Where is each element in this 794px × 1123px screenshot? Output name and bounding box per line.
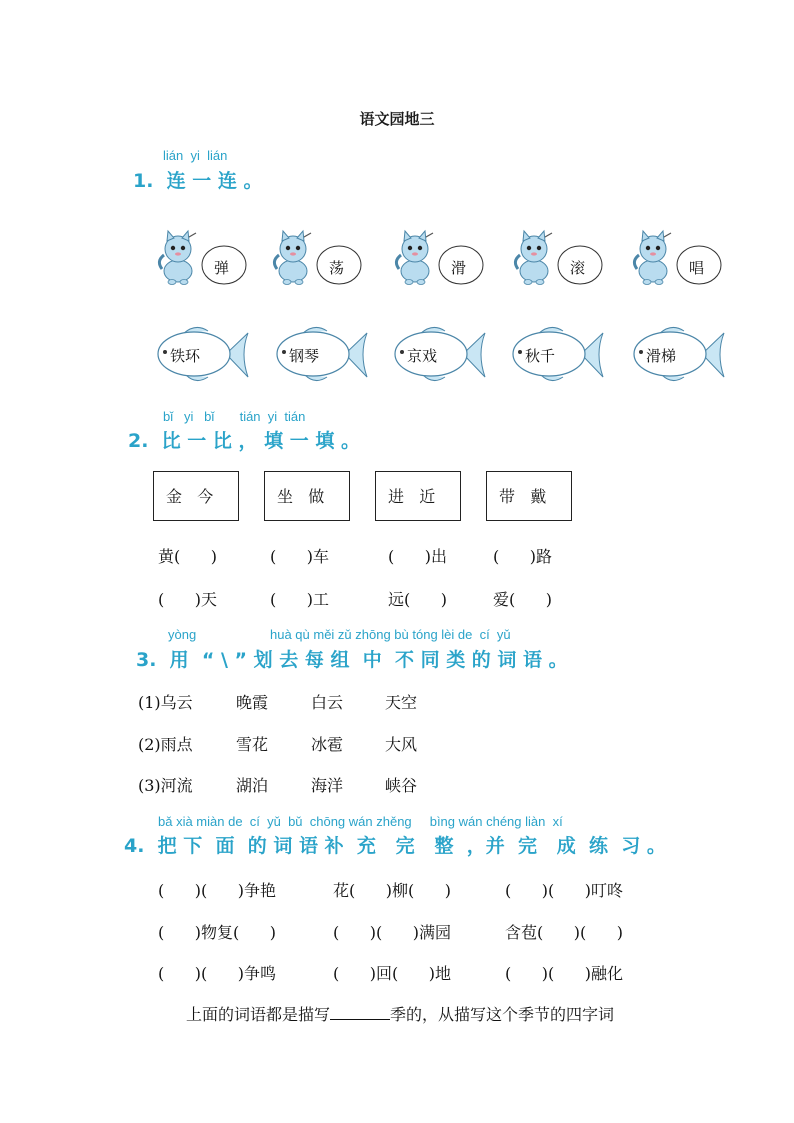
- q4-blank[interactable]: 花( )柳( ): [333, 881, 452, 900]
- q2-blank-1[interactable]: 黄( ): [158, 547, 218, 566]
- cat-icon: [393, 225, 485, 287]
- fish-card-1[interactable]: [156, 323, 252, 385]
- q4-blank[interactable]: ( )( )争鸣: [158, 964, 277, 983]
- sentence-part-a: 上面的词语都是描写: [186, 1005, 331, 1024]
- q3-item[interactable]: (1)乌云: [138, 693, 193, 712]
- cat-icon: [156, 225, 248, 287]
- q2-blank-6[interactable]: ( )工: [270, 590, 330, 609]
- q3-item[interactable]: 峡谷: [385, 776, 418, 795]
- q3-heading: 3. 用 “ \ ” 划 去 每 组 中 不 同 类 的 词 语 。: [136, 649, 568, 671]
- cat-icon: [631, 225, 723, 287]
- cat-word: 滚: [570, 259, 586, 277]
- q2-heading: 2. 比 一 比 ， 填 一 填 。: [128, 430, 360, 452]
- word-box-4: 带 戴: [486, 471, 572, 521]
- q4-blank[interactable]: 含苞( )( ): [505, 923, 624, 942]
- q3-item[interactable]: 雪花: [236, 735, 269, 754]
- q2-pinyin: bǐ yi bǐ tián yi tián: [163, 409, 306, 424]
- q2-blank-8[interactable]: 爱( ): [493, 590, 553, 609]
- q4-heading: 4. 把 下 面 的 词 语 补 充 完 整 ，并 完 成 练 习 。: [124, 835, 666, 857]
- page-title: 语文园地三: [359, 110, 435, 128]
- q3-item[interactable]: 海洋: [311, 776, 344, 795]
- q3-item[interactable]: 冰雹: [311, 735, 344, 754]
- q3-item[interactable]: 晚霞: [236, 693, 269, 712]
- cat-card-5[interactable]: [631, 225, 723, 287]
- fish-word: 钢琴: [289, 347, 320, 365]
- q4-blank[interactable]: ( )( )争艳: [158, 881, 277, 900]
- q4-blank[interactable]: ( )( )满园: [333, 923, 452, 942]
- cat-card-2[interactable]: [271, 225, 363, 287]
- fish-card-5[interactable]: [632, 323, 728, 385]
- cat-word: 唱: [689, 259, 705, 277]
- cat-icon: [512, 225, 604, 287]
- q4-blank[interactable]: ( )( )融化: [505, 964, 624, 983]
- q2-blank-4[interactable]: ( )路: [493, 547, 553, 566]
- q3-item[interactable]: 湖泊: [236, 776, 269, 795]
- q2-blank-5[interactable]: ( )天: [158, 590, 218, 609]
- cat-card-3[interactable]: [393, 225, 485, 287]
- fish-word: 京戏: [407, 347, 438, 365]
- q3-item[interactable]: 白云: [311, 693, 344, 712]
- fish-card-4[interactable]: [511, 323, 607, 385]
- q3-pinyin-b: huà qù měi zǔ zhōng bù tóng lèi de cí yǔ: [270, 627, 511, 642]
- q4-sentence: [186, 1002, 614, 1025]
- q2-blank-3[interactable]: ( )出: [388, 547, 448, 566]
- sentence-part-b: 季的，从描写这个季节的四字词: [390, 1005, 615, 1024]
- cat-icon: [271, 225, 363, 287]
- q1-pinyin: lián yi lián: [163, 148, 228, 163]
- fish-word: 滑梯: [646, 347, 677, 365]
- cat-word: 滑: [451, 259, 467, 277]
- q2-blank-2[interactable]: ( )车: [270, 547, 330, 566]
- q3-item[interactable]: (2)雨点: [138, 735, 193, 754]
- word-box-3: 进 近: [375, 471, 461, 521]
- q3-item[interactable]: 天空: [385, 693, 418, 712]
- q2-blank-7[interactable]: 远( ): [388, 590, 448, 609]
- q3-item[interactable]: 大风: [385, 735, 418, 754]
- cat-word: 弹: [214, 259, 230, 277]
- fish-word: 铁环: [170, 347, 201, 365]
- cat-word: 荡: [329, 259, 345, 277]
- fish-word: 秋千: [525, 347, 556, 365]
- cat-card-4[interactable]: [512, 225, 604, 287]
- q4-blank[interactable]: ( )物复( ): [158, 923, 277, 942]
- fish-card-3[interactable]: [393, 323, 489, 385]
- fish-card-2[interactable]: [275, 323, 371, 385]
- q3-pinyin-a: yòng: [168, 627, 197, 642]
- q3-item[interactable]: (3)河流: [138, 776, 193, 795]
- q4-blank[interactable]: ( )( )叮咚: [505, 881, 624, 900]
- cat-card-1[interactable]: [156, 225, 248, 287]
- q4-blank[interactable]: ( )回( )地: [333, 964, 452, 983]
- word-box-1: 金 今: [153, 471, 239, 521]
- word-box-2: 坐 做: [264, 471, 350, 521]
- season-blank[interactable]: [330, 1005, 390, 1020]
- q1-heading: 1. 连 一 连 。: [133, 170, 263, 192]
- q4-pinyin: bǎ xià miàn de cí yǔ bǔ chōng wán zhěng bìng wán chéng liàn xí: [158, 814, 563, 829]
